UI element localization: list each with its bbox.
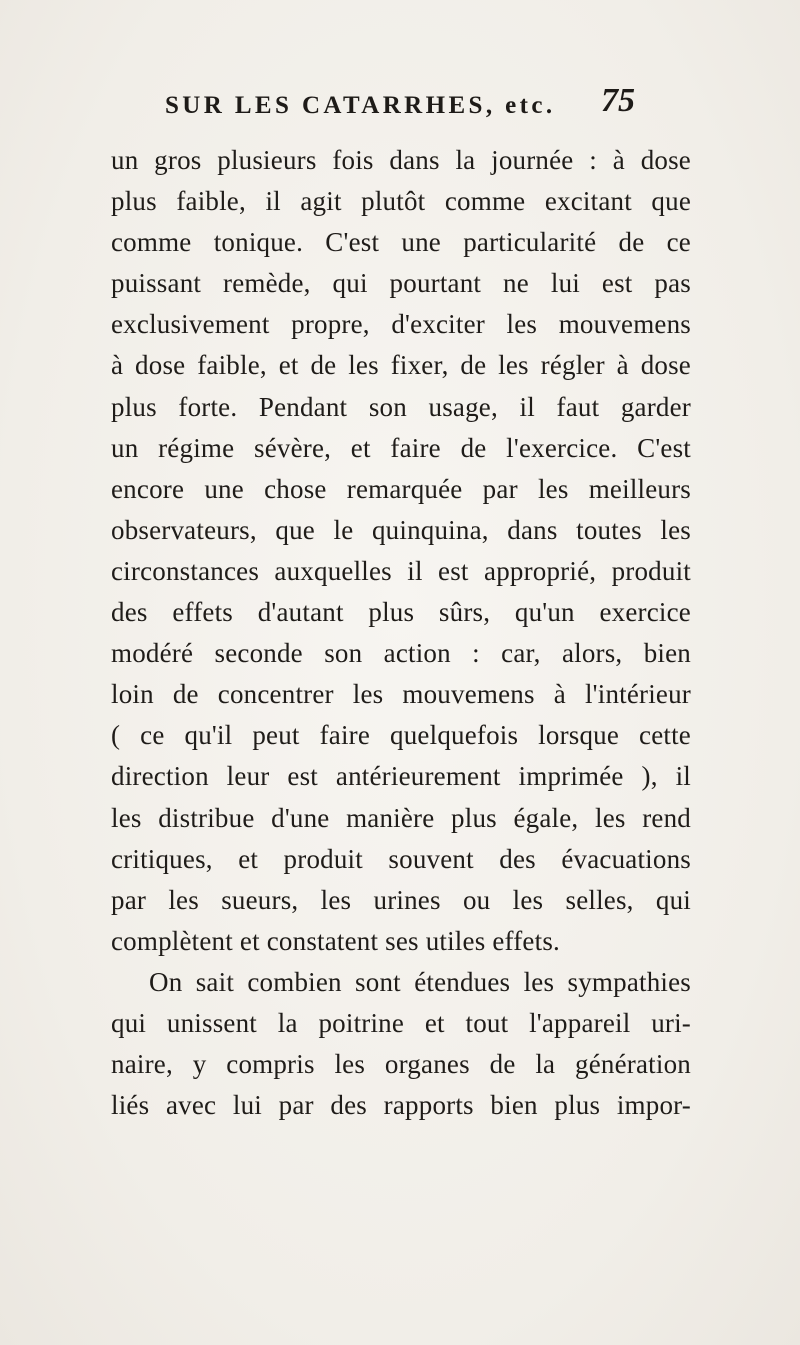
text-line: modéré seconde son action : car, alors, bien: [111, 638, 691, 669]
text-line: plus forte. Pendant son usage, il faut garder: [111, 391, 691, 422]
text-line: plus faible, il agit plutôt comme excitant que: [111, 186, 691, 217]
text-line: un régime sévère, et faire de l'exercice. C'est: [111, 432, 691, 463]
running-title: SUR LES CATARRHES, etc.: [165, 92, 556, 119]
text-line: liés avec lui par des rapports bien plus impor-: [111, 1090, 691, 1121]
text-line: ( ce qu'il peut faire quelquefois lorsque cette: [111, 720, 691, 751]
text-line: encore une chose remarquée par les meilleurs: [111, 473, 691, 504]
text-line: des effets d'autant plus sûrs, qu'un exercice: [111, 597, 691, 628]
text-line: critiques, et produit souvent des évacuations: [111, 843, 691, 874]
text-line: un gros plusieurs fois dans la journée : à dose: [111, 145, 691, 175]
page-number: 75: [601, 82, 635, 119]
page-header: [165, 82, 635, 140]
text-line: qui unissent la poitrine et tout l'appareil uri-: [111, 1007, 691, 1038]
text-line: complètent et constatent ses utiles effets.: [111, 925, 560, 956]
text-line: loin de concentrer les mouvemens à l'intérieur: [111, 679, 691, 710]
text-line: circonstances auxquelles il est approprié, produit: [111, 555, 691, 586]
text-line: les distribue d'une manière plus égale, les rend: [111, 802, 691, 833]
text-line: puissant remède, qui pourtant ne lui est pas: [111, 268, 691, 299]
body-text: [111, 140, 691, 1126]
text-line: comme tonique. C'est une particularité de ce: [111, 227, 691, 258]
text-line: par les sueurs, les urines ou les selles, qui: [111, 884, 691, 915]
text-line: On sait combien sont étendues les sympathies: [149, 966, 691, 997]
text-line: observateurs, que le quinquina, dans toutes les: [111, 514, 691, 545]
text-line: à dose faible, et de les fixer, de les régler à dose: [111, 350, 691, 381]
text-line: naire, y compris les organes de la génération: [111, 1049, 691, 1080]
text-line: exclusivement propre, d'exciter les mouvemens: [111, 309, 691, 340]
text-line: direction leur est antérieurement imprimée ), il: [111, 761, 691, 792]
